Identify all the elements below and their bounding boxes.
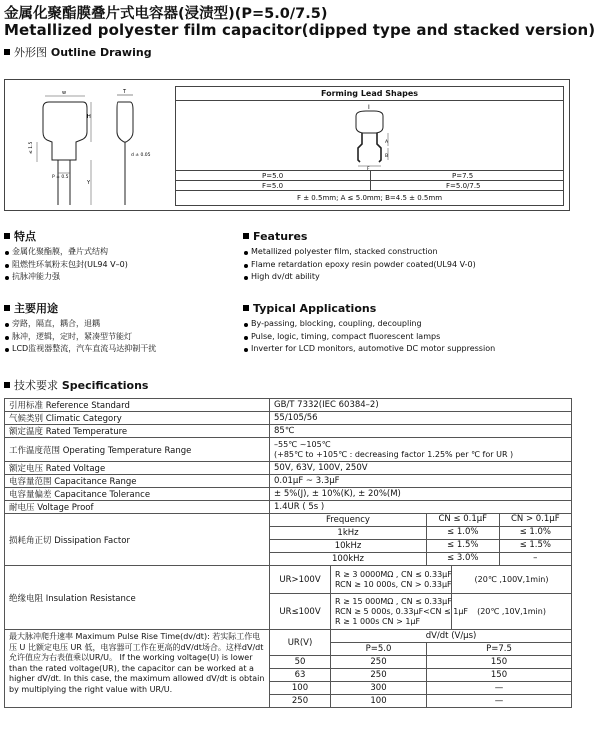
lead-dia-label: d ± 0.05 bbox=[131, 153, 151, 158]
forming-row-pitch: P=5.0 P=7.5 bbox=[176, 170, 563, 180]
table-row: 1kHz ≤ 1.0% ≤ 1.0% bbox=[5, 527, 572, 540]
list-item: Flame retardation epoxy resin powder coated(UL94 V-0) bbox=[243, 259, 476, 272]
forming-tolerance: F ± 0.5mm; A ≤ 5.0mm; B=4.5 ± 0.5mm bbox=[176, 190, 563, 206]
list-item: 旁路，隔直，耦合，退耦 bbox=[4, 318, 156, 331]
pitch-label: P ± 0.5 bbox=[52, 175, 69, 180]
df-value-large: ≤ 1.0% bbox=[519, 527, 551, 537]
df-value-large: CN > 0.1μF bbox=[510, 514, 560, 524]
table-row: 额定电压 Rated Voltage 50V, 63V, 100V, 250V bbox=[5, 462, 572, 475]
lmin-label: ≤ 1.5 bbox=[29, 141, 34, 154]
list-item: LCD监视器整流，汽车直流马达抑制干扰 bbox=[4, 343, 156, 356]
forming-lead-drawing bbox=[176, 102, 563, 170]
table-row: 耐电压 Voltage Proof 1.4UR ( 5s ) bbox=[5, 501, 572, 514]
forming-a-label: A bbox=[385, 140, 389, 145]
list-item: Pulse, logic, timing, compact fluorescent lamps bbox=[243, 331, 495, 344]
square-bullet-icon bbox=[4, 382, 10, 388]
table-row: 250 100 — bbox=[5, 695, 572, 708]
title-cn: 金属化聚酯膜叠片式电容器(浸渍型)(P=5.0/7.5) bbox=[4, 6, 328, 22]
features-cn: 特点 金属化聚酯膜，叠片式结构 阻燃性环氧粉末包封(UL94 V–0) 抗脉冲能力强 bbox=[4, 230, 128, 284]
table-row: UR≤100V R ≥ 15 000MΩ , CN ≤ 0.33μF RCN ≥ 5 000s, 0.33μF<CN ≤ 1μF R ≥ 1 000s CN > 1μF (20℃ ,10V,1min) bbox=[5, 594, 572, 630]
features-en: Features Metallized polyester film, stacked construction Flame retardation epoxy resin powder coated(UL94 V-0) High dv/dt ability bbox=[243, 230, 476, 284]
df-value-small: ≤ 3.0% bbox=[427, 553, 500, 565]
list-item: 抗脉冲能力强 bbox=[4, 271, 128, 284]
table-row: 最大脉冲爬升速率 Maximum Pulse Rise Time(dv/dt): 若实际工作电压 U 比额定电压 UR 低，电容器可工作在更高的dV/dt场合。这样dV/dt允许值应为右表值乘以UR/U。 If the working voltage(U) is lower than the rated voltage(UR), the capacitor can be worked at a higher dV/dt. In this case, the maximum allowed dV/dt is obtain by multiplying the right value with UR/U. UR(V) dV/dt (V/μs) bbox=[5, 630, 572, 643]
forming-lead-shapes bbox=[175, 86, 564, 206]
list-item: By-passing, blocking, coupling, decoupling bbox=[243, 318, 495, 331]
table-row: 额定温度 Rated Temperature 85℃ bbox=[5, 425, 572, 438]
spec-heading: 技术要求 Specifications bbox=[4, 377, 148, 393]
thickness-label: T bbox=[123, 89, 127, 95]
table-row: 工作温度范围 Operating Temperature Range –55℃ ~105℃ (+85℃ to +105℃ : decreasing factor 1.25% per ℃ for UR ) bbox=[5, 438, 572, 462]
table-row: 引用标准 Reference Standard GB/T 7332(IEC 60384–2) bbox=[5, 399, 572, 412]
df-value-large: ≤ 1.5% bbox=[519, 540, 551, 550]
table-row: 63 250 150 bbox=[5, 669, 572, 682]
forming-b-label: B bbox=[385, 154, 389, 159]
df-value-small: ≤ 1.0% bbox=[427, 527, 500, 539]
df-value-small: CN ≤ 0.1μF bbox=[427, 514, 500, 526]
table-row: 电容量偏差 Capacitance Tolerance ± 5%(J), ± 10%(K), ± 20%(M) bbox=[5, 488, 572, 501]
list-item: High dv/dt ability bbox=[243, 271, 476, 284]
square-bullet-icon bbox=[4, 49, 10, 55]
table-row: 50 250 150 bbox=[5, 656, 572, 669]
table-row: 绝缘电阻 Insulation Resistance UR>100V R ≥ 3 0000MΩ , CN ≤ 0.33μF RCN ≥ 10 000s, CN > 0.33μF (20℃ ,100V,1min) bbox=[5, 566, 572, 594]
y-label: Y bbox=[87, 180, 91, 186]
square-bullet-icon bbox=[243, 305, 249, 311]
df-value-small: ≤ 1.5% bbox=[427, 540, 500, 552]
forming-mark: I bbox=[368, 104, 370, 111]
square-bullet-icon bbox=[243, 233, 249, 239]
table-row: 损耗角正切 Dissipation Factor Frequency CN ≤ 0.1μF CN > 0.1μF bbox=[5, 514, 572, 527]
applications-cn: 主要用途 旁路，隔直，耦合，退耦 脉冲，逻辑，定时，紧凑型节能灯 LCD监视器整流，汽车直流马达抑制干扰 bbox=[4, 302, 156, 356]
specifications-table bbox=[4, 398, 572, 708]
outline-heading: 外形图 Outline Drawing bbox=[4, 44, 152, 60]
list-item: 阻燃性环氧粉末包封(UL94 V–0) bbox=[4, 259, 128, 272]
forming-row-f: F=5.0 F=5.0/7.5 bbox=[176, 180, 563, 190]
list-item: Metallized polyester film, stacked construction bbox=[243, 246, 476, 259]
forming-f-label: F bbox=[367, 167, 370, 172]
table-row: 100kHz ≤ 3.0% – bbox=[5, 553, 572, 566]
table-row: 气候类别 Climatic Category 55/105/56 bbox=[5, 412, 572, 425]
df-value-large: – bbox=[533, 553, 538, 563]
list-item: Inverter for LCD monitors, automotive DC motor suppression bbox=[243, 343, 495, 356]
square-bullet-icon bbox=[4, 305, 10, 311]
applications-en: Typical Applications By-passing, blocking, coupling, decoupling Pulse, logic, timing, compact fluorescent lamps Inverter for LCD monitors, automotive DC motor suppression bbox=[243, 302, 495, 356]
table-row: 10kHz ≤ 1.5% ≤ 1.5% bbox=[5, 540, 572, 553]
table-row: P=5.0 P=7.5 bbox=[5, 643, 572, 656]
title-en: Metallized polyester film capacitor(dipped type and stacked version) bbox=[4, 21, 595, 39]
list-item: 脉冲，逻辑，定时，紧凑型节能灯 bbox=[4, 331, 156, 344]
capacitor-outline-drawing bbox=[5, 80, 175, 210]
height-label: H bbox=[87, 114, 91, 120]
width-label: w bbox=[62, 90, 67, 96]
table-row: 100 300 — bbox=[5, 682, 572, 695]
list-item: 金属化聚酯膜，叠片式结构 bbox=[4, 246, 128, 259]
forming-title: Forming Lead Shapes bbox=[176, 87, 563, 101]
outline-drawing-box bbox=[4, 79, 570, 211]
table-row: 电容量范围 Capacitance Range 0.01μF ~ 3.3μF bbox=[5, 475, 572, 488]
square-bullet-icon bbox=[4, 233, 10, 239]
